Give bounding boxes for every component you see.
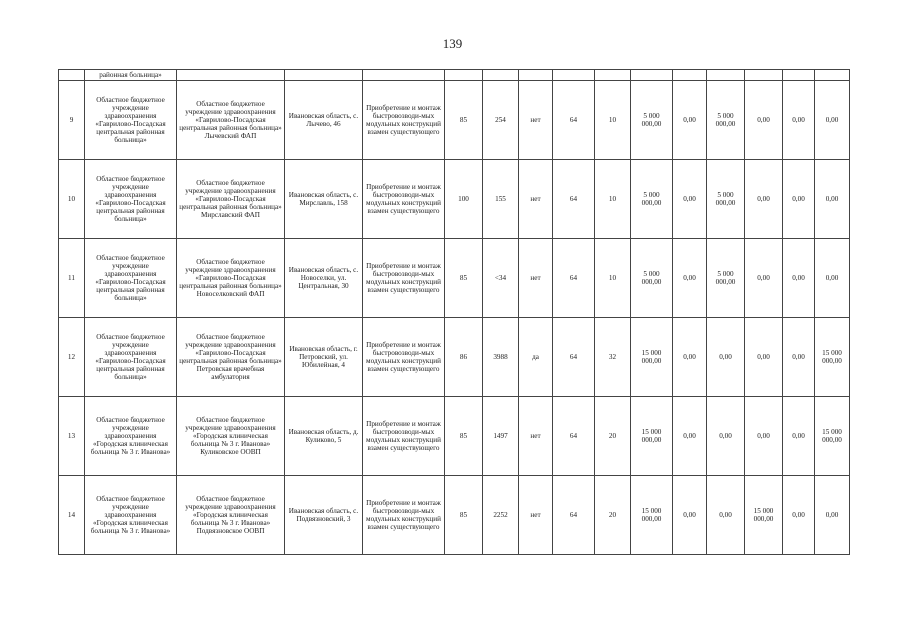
table-cell-c13: 0,00	[707, 476, 745, 555]
table-cell-object: Областное бюджетное учреждение здравоохранения «Гаврилово-Посадская центральная районная больница» Новоселковский ФАП	[177, 239, 285, 318]
table-cell-c14: 0,00	[745, 81, 783, 160]
table-cell	[815, 70, 850, 81]
table-cell-action: Приобретение и монтаж быстровозводи-мых модульных конструкций взамен существующего	[363, 81, 445, 160]
table-cell-c7: 2252	[483, 476, 519, 555]
table-cell-c9: 64	[553, 476, 595, 555]
table-cell-object: Областное бюджетное учреждение здравоохранения «Городская клиническая больница № 3 г. Иванова» Подвязновское ООВП	[177, 476, 285, 555]
table-cell	[707, 70, 745, 81]
table-cell-c11: 5 000 000,00	[631, 239, 673, 318]
table-cell-c11: 5 000 000,00	[631, 160, 673, 239]
table-cell-c8: нет	[519, 476, 553, 555]
table-cell-c14: 15 000 000,00	[745, 476, 783, 555]
table-cell-c9: 64	[553, 397, 595, 476]
table-cell-c13: 5 000 000,00	[707, 160, 745, 239]
table-cell-c15: 0,00	[783, 476, 815, 555]
table-row	[59, 81, 850, 160]
table-cell-c10: 10	[595, 239, 631, 318]
table-cell	[483, 70, 519, 81]
table-cell-c6: 85	[445, 81, 483, 160]
table-cell-c8: нет	[519, 239, 553, 318]
table-cell-owner: Областное бюджетное учреждение здравоохранения «Гаврилово-Посадская центральная районная больница»	[85, 81, 177, 160]
facilities-table	[58, 69, 850, 555]
table-cell-c11: 15 000 000,00	[631, 318, 673, 397]
table-cell-c9: 64	[553, 318, 595, 397]
table-cell-c10: 20	[595, 476, 631, 555]
table-cell-action: Приобретение и монтаж быстровозводи-мых модульных конструкций взамен существующего	[363, 160, 445, 239]
table-cell-c15: 0,00	[783, 81, 815, 160]
table-cell-c15: 0,00	[783, 318, 815, 397]
table-cell-c10: 20	[595, 397, 631, 476]
table-cell-c9: 64	[553, 160, 595, 239]
table-cell-object: Областное бюджетное учреждение здравоохранения «Городская клиническая больница № 3 г. Иванова» Куликовское ООВП	[177, 397, 285, 476]
table-row	[59, 239, 850, 318]
table-cell	[595, 70, 631, 81]
table-cell	[553, 70, 595, 81]
table-cell-n: 11	[59, 239, 85, 318]
table-cell-n: 9	[59, 81, 85, 160]
table-cell-c11: 15 000 000,00	[631, 476, 673, 555]
table-cell-c8: нет	[519, 397, 553, 476]
table-cell-owner: Областное бюджетное учреждение здравоохранения «Гаврилово-Посадская центральная районная больница»	[85, 239, 177, 318]
table-cell-c6: 85	[445, 397, 483, 476]
table-cell-c6: 85	[445, 476, 483, 555]
table-cell-address: Ивановская область, с. Подвязновский, 3	[285, 476, 363, 555]
table-cell-c16: 0,00	[815, 160, 850, 239]
table-cell-action: Приобретение и монтаж быстровозводи-мых модульных конструкций взамен существующего	[363, 476, 445, 555]
table-cell-address: Ивановская область, с. Новоселки, ул. Центральная, 30	[285, 239, 363, 318]
table-cell-owner: Областное бюджетное учреждение здравоохранения «Городская клиническая больница № 3 г. Иванова»	[85, 476, 177, 555]
table-cell-owner: Областное бюджетное учреждение здравоохранения «Гаврилово-Посадская центральная районная больница»	[85, 318, 177, 397]
table-cell-c9: 64	[553, 81, 595, 160]
page-number: 139	[442, 36, 463, 51]
table-cell	[745, 70, 783, 81]
table-cell	[673, 70, 707, 81]
table-cell-c15: 0,00	[783, 160, 815, 239]
table-cell-c9: 64	[553, 239, 595, 318]
table-cell-action: Приобретение и монтаж быстровозводи-мых модульных конструкций взамен существующего	[363, 397, 445, 476]
table-cell-c7: 3988	[483, 318, 519, 397]
table-cell-c16: 0,00	[815, 81, 850, 160]
table-cell-c16: 0,00	[815, 239, 850, 318]
table-cell-c14: 0,00	[745, 160, 783, 239]
table-cell-c16: 15 000 000,00	[815, 397, 850, 476]
table-cell-c6: 85	[445, 239, 483, 318]
table-cell-c8: да	[519, 318, 553, 397]
table-cell-c14: 0,00	[745, 397, 783, 476]
table-cell-c7: 254	[483, 81, 519, 160]
table-cell-c11: 15 000 000,00	[631, 397, 673, 476]
table-cell-c15: 0,00	[783, 239, 815, 318]
table-cell-c12: 0,00	[673, 160, 707, 239]
table-cell	[59, 70, 85, 81]
table-cell	[631, 70, 673, 81]
table-cell	[285, 70, 363, 81]
table-cell-c12: 0,00	[673, 239, 707, 318]
table-cell-c7: 1497	[483, 397, 519, 476]
table-cell	[783, 70, 815, 81]
table-cell-c6: 86	[445, 318, 483, 397]
table-cell: районная больница»	[85, 70, 177, 81]
table-cell-owner: Областное бюджетное учреждение здравоохранения «Городская клиническая больница № 3 г. Иванова»	[85, 397, 177, 476]
table-cell-c15: 0,00	[783, 397, 815, 476]
table-row	[59, 397, 850, 476]
table-cell	[519, 70, 553, 81]
table-cell-c16: 0,00	[815, 476, 850, 555]
table-cell-c14: 0,00	[745, 318, 783, 397]
table-cell-address: Ивановская область, г. Петровский, ул. Юбилейная, 4	[285, 318, 363, 397]
table-row	[59, 160, 850, 239]
table-cell-address: Ивановская область, с. Мирславль, 158	[285, 160, 363, 239]
table-cell-object: Областное бюджетное учреждение здравоохранения «Гаврилово-Посадская центральная районная больница» Петровская врачебная амбулатория	[177, 318, 285, 397]
table-cell-c13: 0,00	[707, 318, 745, 397]
table-cell-c10: 32	[595, 318, 631, 397]
table-cell-c8: нет	[519, 160, 553, 239]
table-cell-address: Ивановская область, с. Лычево, 46	[285, 81, 363, 160]
table-row	[59, 318, 850, 397]
table-cell-action: Приобретение и монтаж быстровозводи-мых модульных конструкций взамен существующего	[363, 318, 445, 397]
table-row	[59, 476, 850, 555]
table-cell-object: Областное бюджетное учреждение здравоохранения «Гаврилово-Посадская центральная районная больница» Мирславский ФАП	[177, 160, 285, 239]
table-cell-c11: 5 000 000,00	[631, 81, 673, 160]
table-cell-n: 13	[59, 397, 85, 476]
table-cell	[177, 70, 285, 81]
table-cell-n: 12	[59, 318, 85, 397]
table-cell-c13: 5 000 000,00	[707, 81, 745, 160]
table-cell-c8: нет	[519, 81, 553, 160]
table-cell-c13: 5 000 000,00	[707, 239, 745, 318]
table-cell-object: Областное бюджетное учреждение здравоохранения «Гаврилово-Посадская центральная районная больница» Лычевский ФАП	[177, 81, 285, 160]
table-cell-address: Ивановская область, д. Куликово, 5	[285, 397, 363, 476]
table-cell-c12: 0,00	[673, 397, 707, 476]
table-cell-c10: 10	[595, 160, 631, 239]
table-cell-action: Приобретение и монтаж быстровозводи-мых модульных конструкций взамен существующего	[363, 239, 445, 318]
table-cell-c12: 0,00	[673, 318, 707, 397]
table-cell-c16: 15 000 000,00	[815, 318, 850, 397]
table-cell	[363, 70, 445, 81]
table-cell-c6: 100	[445, 160, 483, 239]
table-cell-n: 10	[59, 160, 85, 239]
table-cell-c7: 155	[483, 160, 519, 239]
table-cell-c13: 0,00	[707, 397, 745, 476]
table-cell	[445, 70, 483, 81]
table-cell-c12: 0,00	[673, 81, 707, 160]
table-cell-c14: 0,00	[745, 239, 783, 318]
table-cell-c10: 10	[595, 81, 631, 160]
table-cell-c12: 0,00	[673, 476, 707, 555]
table-cell-c7: <34	[483, 239, 519, 318]
table-row-continuation	[59, 70, 850, 81]
table-cell-n: 14	[59, 476, 85, 555]
table-cell-owner: Областное бюджетное учреждение здравоохранения «Гаврилово-Посадская центральная районная больница»	[85, 160, 177, 239]
